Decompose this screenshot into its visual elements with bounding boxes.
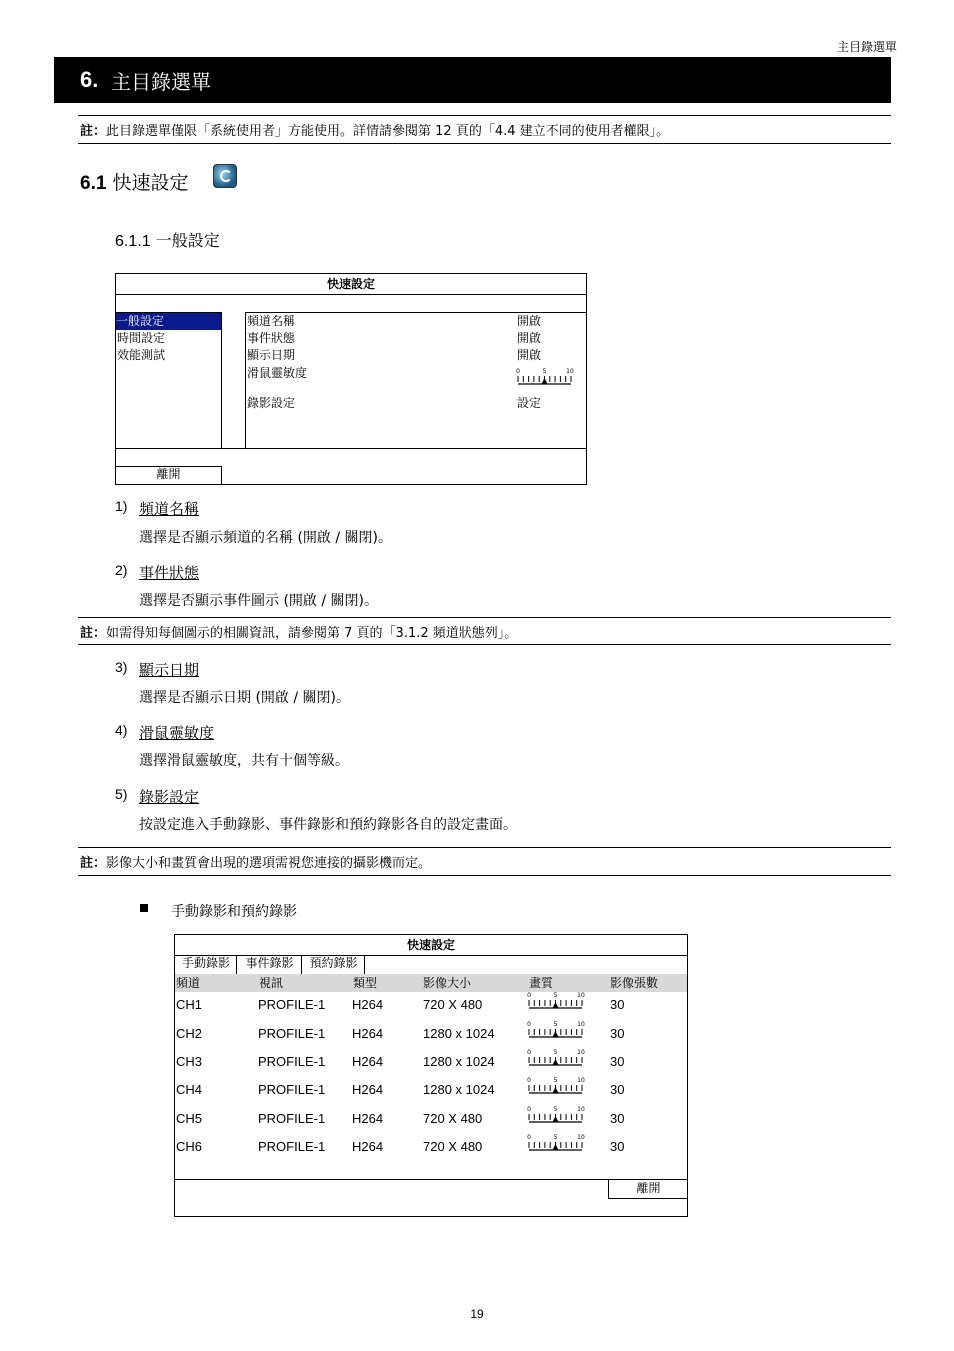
note-camera xyxy=(78,847,891,876)
slider-tick-label: 0 xyxy=(527,1106,531,1113)
slider-tick-label: 5 xyxy=(553,992,558,999)
slider-tick-label: 5 xyxy=(542,368,547,375)
list-item-desc: 選擇是否顯示日期 (開啟 / 關閉)。 xyxy=(139,690,350,706)
list-item-desc: 選擇是否顯示頻道的名稱 (開啟 / 關閉)。 xyxy=(139,530,392,546)
exit-button[interactable]: 離開 xyxy=(115,466,222,485)
list-item-desc: 按設定進入手動錄影、事件錄影和預約錄影各自的設定畫面。 xyxy=(139,817,517,833)
slider-tick-label: 10 xyxy=(577,1049,585,1056)
setting-record: 錄影設定 xyxy=(247,396,296,410)
quality-slider[interactable] xyxy=(527,991,585,1013)
cell-type[interactable]: H264 xyxy=(352,1139,384,1154)
slider-thumb xyxy=(553,1002,559,1008)
quality-slider[interactable] xyxy=(527,1048,585,1070)
cell-ch: CH3 xyxy=(176,1054,203,1069)
slider-tick-label: 10 xyxy=(566,368,574,375)
chapter-title: 主目錄選單 xyxy=(111,70,211,94)
quality-slider[interactable] xyxy=(527,1105,585,1127)
section-number: 6.1 xyxy=(80,173,107,194)
cell-fps[interactable]: 30 xyxy=(610,1082,625,1097)
cell-type[interactable]: H264 xyxy=(352,1082,384,1097)
cell-size[interactable]: 720 X 480 xyxy=(423,1139,483,1154)
slider-thumb xyxy=(553,1144,559,1150)
cell-fps[interactable]: 30 xyxy=(610,997,625,1012)
list-item-number: 1) xyxy=(115,498,128,514)
cell-video[interactable]: PROFILE-1 xyxy=(258,1026,326,1041)
quality-slider[interactable] xyxy=(527,1133,585,1155)
record-setup-window xyxy=(174,934,688,1217)
slider-tick-label: 5 xyxy=(553,1106,558,1113)
slider-tick-label: 10 xyxy=(577,1021,585,1028)
slider-tick-label: 10 xyxy=(577,1106,585,1113)
mouse-sensitivity-slider[interactable] xyxy=(516,367,574,389)
cell-fps[interactable]: 30 xyxy=(610,1054,625,1069)
setting-channel-name: 頻道名稱 xyxy=(247,314,296,328)
quality-slider[interactable] xyxy=(527,1076,585,1098)
quality-slider[interactable] xyxy=(527,1020,585,1042)
cell-size[interactable]: 720 X 480 xyxy=(423,1111,483,1126)
slider-tick-label: 5 xyxy=(553,1134,558,1141)
note-permissions xyxy=(78,115,891,144)
col-size: 影像大小 xyxy=(423,976,472,990)
slider-tick-label: 0 xyxy=(527,1134,531,1141)
slider-tick-label: 5 xyxy=(553,1021,558,1028)
divider xyxy=(115,448,587,449)
cell-type[interactable]: H264 xyxy=(352,1026,384,1041)
tab-schedule-record[interactable]: 預約錄影 xyxy=(303,955,365,974)
list-item-title: 事件狀態 xyxy=(139,564,200,582)
tab-event-record[interactable]: 事件錄影 xyxy=(238,955,302,974)
cell-ch: CH2 xyxy=(176,1026,203,1041)
cell-video[interactable]: PROFILE-1 xyxy=(258,1111,326,1126)
cell-ch: CH5 xyxy=(176,1111,203,1126)
slider-tick-label: 0 xyxy=(527,1049,531,1056)
bullet-icon xyxy=(140,904,148,912)
list-item-number: 2) xyxy=(115,562,128,578)
cell-type[interactable]: H264 xyxy=(352,1054,384,1069)
section-title: 快速設定 xyxy=(112,172,189,194)
setting-channel-name-value[interactable]: 開啟 xyxy=(517,314,542,328)
col-video: 視訊 xyxy=(259,976,284,990)
quick-setup-icon xyxy=(213,164,237,188)
cell-fps[interactable]: 30 xyxy=(610,1111,625,1126)
menu-panel xyxy=(115,312,222,449)
chapter-number: 6. xyxy=(80,67,99,92)
cell-video[interactable]: PROFILE-1 xyxy=(258,1082,326,1097)
running-header: 主目錄選單 xyxy=(836,40,897,54)
chapter-heading xyxy=(54,57,891,103)
cell-ch: CH6 xyxy=(176,1139,203,1154)
cell-fps[interactable]: 30 xyxy=(610,1139,625,1154)
note-label: 註： xyxy=(80,124,107,139)
col-channel: 頻道 xyxy=(176,976,201,990)
setting-event-status-value[interactable]: 開啟 xyxy=(517,331,542,345)
cell-fps[interactable]: 30 xyxy=(610,1026,625,1041)
menu-item-time[interactable]: 時間設定 xyxy=(117,331,166,345)
list-item-number: 5) xyxy=(115,786,128,802)
slider-thumb xyxy=(553,1087,559,1093)
cell-video[interactable]: PROFILE-1 xyxy=(258,1054,326,1069)
col-type: 類型 xyxy=(353,976,378,990)
cell-type[interactable]: H264 xyxy=(352,1111,384,1126)
note-text: 影像大小和畫質會出現的選項需視您連接的攝影機而定。 xyxy=(106,856,432,871)
setting-show-date: 顯示日期 xyxy=(247,348,296,362)
note-text: 如需得知每個圖示的相關資訊，請參閱第 7 頁的「3.1.2 頻道狀態列」。 xyxy=(106,626,518,641)
settings-panel xyxy=(245,312,587,449)
menu-item-general[interactable]: 一般設定 xyxy=(116,313,221,330)
note-label: 註： xyxy=(80,626,107,641)
list-item-number: 3) xyxy=(115,659,128,675)
slider-tick-label: 0 xyxy=(527,992,531,999)
slider-thumb xyxy=(542,378,548,384)
slider-tick-label: 0 xyxy=(527,1077,531,1084)
setting-mouse-sensitivity: 滑鼠靈敏度 xyxy=(247,366,308,380)
cell-size[interactable]: 1280 x 1024 xyxy=(423,1082,495,1097)
cell-size[interactable]: 1280 x 1024 xyxy=(423,1026,495,1041)
slider-tick-label: 10 xyxy=(577,992,585,999)
cell-ch: CH4 xyxy=(176,1082,203,1097)
note-label: 註： xyxy=(80,856,107,871)
list-item-title: 頻道名稱 xyxy=(139,500,200,518)
table-header-row xyxy=(175,974,687,992)
slider-tick-label: 5 xyxy=(553,1049,558,1056)
col-quality: 畫質 xyxy=(529,976,554,990)
section-heading xyxy=(80,168,188,195)
setting-show-date-value[interactable]: 開啟 xyxy=(517,348,542,362)
col-fps: 影像張數 xyxy=(610,976,659,990)
slider-tick-label: 10 xyxy=(577,1134,585,1141)
slider-tick-label: 0 xyxy=(516,368,520,375)
window-title: 快速設定 xyxy=(175,935,687,956)
note-icons xyxy=(78,617,891,645)
note-text: 此目錄選單僅限「系統使用者」方能使用。詳情請參閱第 12 頁的「4.4 建立不同的使用者權限」。 xyxy=(106,124,670,139)
setting-event-status: 事件狀態 xyxy=(247,331,296,345)
subsection-title: 一般設定 xyxy=(155,231,220,250)
slider-thumb xyxy=(553,1031,559,1037)
list-item-desc: 選擇滑鼠靈敏度，共有十個等級。 xyxy=(139,753,349,769)
cell-video[interactable]: PROFILE-1 xyxy=(258,997,326,1012)
subsection-number: 6.1.1 xyxy=(115,233,151,250)
window-title: 快速設定 xyxy=(116,274,586,295)
slider-tick-label: 0 xyxy=(527,1021,531,1028)
tab-manual-record[interactable]: 手動錄影 xyxy=(176,955,237,974)
list-item-number: 4) xyxy=(115,722,128,738)
list-item-title: 錄影設定 xyxy=(139,788,200,806)
menu-item-performance[interactable]: 效能測試 xyxy=(117,348,166,362)
bullet-text: 手動錄影和預約錄影 xyxy=(171,904,297,920)
list-item-desc: 選擇是否顯示事件圖示 (開啟 / 關閉)。 xyxy=(139,593,378,609)
list-item-title: 顯示日期 xyxy=(139,661,200,679)
slider-tick-label: 10 xyxy=(577,1077,585,1084)
cell-video[interactable]: PROFILE-1 xyxy=(258,1139,326,1154)
quick-setup-window xyxy=(115,273,587,485)
cell-size[interactable]: 1280 x 1024 xyxy=(423,1054,495,1069)
slider-thumb xyxy=(553,1116,559,1122)
slider-thumb xyxy=(553,1059,559,1065)
exit-button[interactable]: 離開 xyxy=(608,1179,688,1199)
cell-size[interactable]: 720 X 480 xyxy=(423,997,483,1012)
cell-type[interactable]: H264 xyxy=(352,997,384,1012)
page-number: 19 xyxy=(470,1307,484,1321)
slider-tick-label: 5 xyxy=(553,1077,558,1084)
list-item-title: 滑鼠靈敏度 xyxy=(139,724,215,742)
setting-record-value[interactable]: 設定 xyxy=(517,396,542,410)
subsection-heading xyxy=(115,228,220,251)
cell-ch: CH1 xyxy=(176,997,203,1012)
